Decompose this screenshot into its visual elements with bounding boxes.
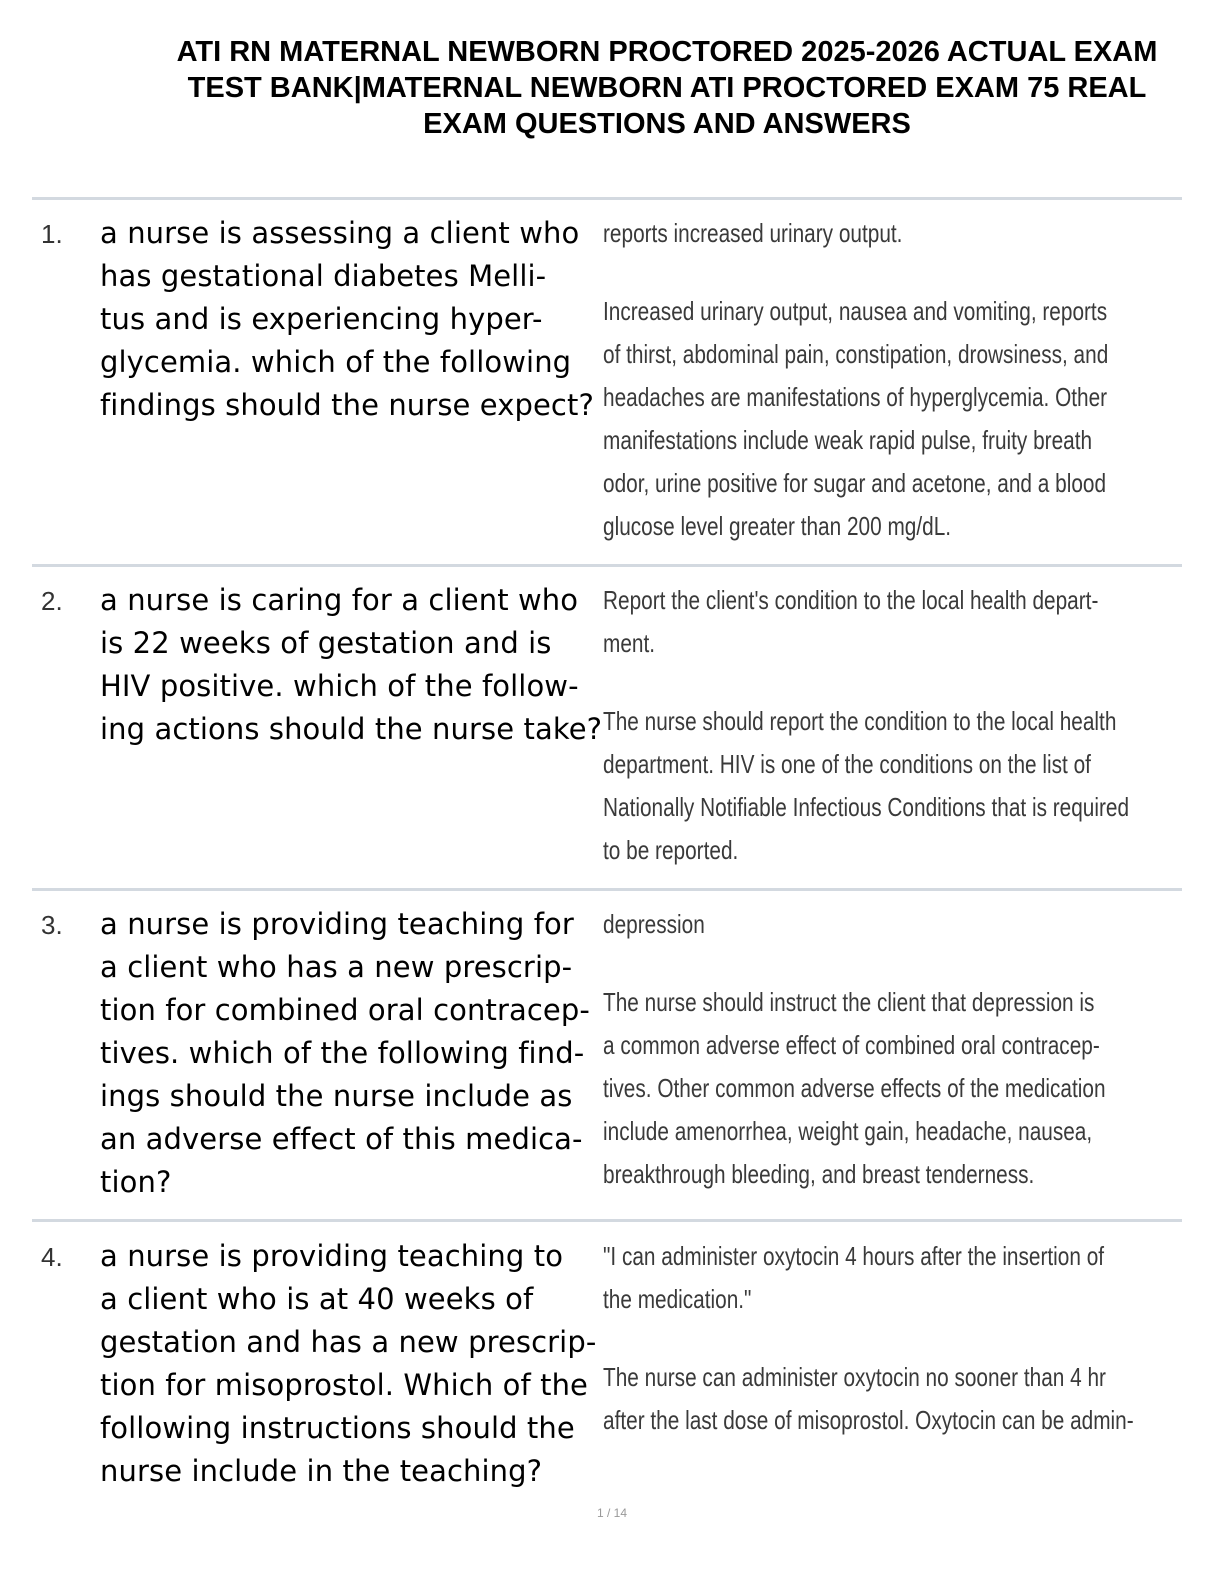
- title-line: EXAM QUESTIONS AND ANSWERS: [423, 108, 911, 140]
- question-line: tion for misoprostol. Which of the: [100, 1368, 588, 1402]
- question-text: [100, 1235, 602, 1493]
- question-text: [100, 903, 602, 1204]
- rationale-line: include amenorrhea, weight gain, headache, nausea,: [603, 1116, 1093, 1146]
- question-line: a client who has a new prescrip-: [100, 950, 573, 984]
- question-line: a nurse is providing teaching for: [100, 907, 574, 941]
- question-number: 2.: [41, 586, 63, 616]
- question-line: findings should the nurse expect?: [100, 388, 594, 422]
- question-line: a client who is at 40 weeks of: [100, 1282, 534, 1316]
- divider: [32, 564, 1182, 567]
- answer-line: the medication.": [603, 1284, 752, 1314]
- rationale-line: tives. Other common adverse effects of the medication: [603, 1073, 1106, 1103]
- divider: [32, 888, 1182, 891]
- rationale-line: The nurse should report the condition to the local health: [603, 706, 1117, 736]
- answer-line: ment.: [603, 628, 656, 658]
- title-line: ATI RN MATERNAL NEWBORN PROCTORED 2025-2026 ACTUAL EXAM: [176, 36, 1158, 68]
- question-line: tion for combined oral contracep-: [100, 993, 590, 1027]
- rationale-line: headaches are manifestations of hyperglycemia. Other: [603, 382, 1108, 412]
- question-line: glycemia. which of the following: [100, 345, 572, 379]
- question-line: a nurse is providing teaching to: [100, 1239, 564, 1273]
- question-line: a nurse is caring for a client who: [100, 583, 579, 617]
- rationale-line: department. HIV is one of the conditions on the list of: [603, 749, 1091, 779]
- divider: [32, 197, 1182, 200]
- rationale-line: after the last dose of misoprostol. Oxytocin can be admin-: [603, 1405, 1134, 1435]
- question-text: [100, 579, 602, 751]
- document-title: [112, 34, 1222, 142]
- rationale-line: a common adverse effect of combined oral contracep-: [603, 1030, 1100, 1060]
- answer-column: [603, 903, 1178, 1196]
- answer-column: [603, 212, 1178, 548]
- rationale-line: of thirst, abdominal pain, constipation, drowsiness, and: [603, 339, 1109, 369]
- answer-column: [603, 1235, 1178, 1442]
- answer-line: "I can administer oxytocin 4 hours after the insertion of: [603, 1241, 1105, 1271]
- title-line: TEST BANK|MATERNAL NEWBORN ATI PROCTORED EXAM 75 REAL: [187, 72, 1147, 104]
- question-line: is 22 weeks of gestation and is: [100, 626, 552, 660]
- question-line: a nurse is assessing a client who: [100, 216, 580, 250]
- rationale-line: odor, urine positive for sugar and acetone, and a blood: [603, 468, 1107, 498]
- rationale-line: The nurse can administer oxytocin no sooner than 4 hr: [603, 1362, 1106, 1392]
- rationale-line: Nationally Notifiable Infectious Conditions that is required: [603, 792, 1130, 822]
- rationale-line: breakthrough bleeding, and breast tenderness.: [603, 1159, 1035, 1189]
- divider: [32, 1219, 1182, 1222]
- rationale-line: Increased urinary output, nausea and vomiting, reports: [603, 296, 1108, 326]
- page-number: 1 / 14: [596, 1506, 628, 1520]
- rationale-line: The nurse should instruct the client that depression is: [603, 987, 1095, 1017]
- question-line: nurse include in the teaching?: [100, 1454, 543, 1488]
- question-line: tion?: [100, 1165, 172, 1199]
- question-number: 4.: [41, 1242, 63, 1272]
- question-number: 3.: [41, 910, 63, 940]
- answer-line: depression: [603, 909, 705, 939]
- question-line: an adverse effect of this medica-: [100, 1122, 583, 1156]
- answer-line: Report the client's condition to the local health depart-: [603, 585, 1099, 615]
- question-line: tus and is experiencing hyper-: [100, 302, 543, 336]
- question-text: [100, 212, 602, 427]
- question-line: has gestational diabetes Melli-: [100, 259, 547, 293]
- question-line: following instructions should the: [100, 1411, 575, 1445]
- answer-column: [603, 579, 1178, 872]
- question-number: 1.: [41, 219, 63, 249]
- answer-line: reports increased urinary output.: [603, 218, 903, 248]
- rationale-line: to be reported.: [603, 835, 739, 865]
- rationale-line: glucose level greater than 200 mg/dL.: [603, 511, 952, 541]
- question-line: HIV positive. which of the follow-: [100, 669, 579, 703]
- question-line: ing actions should the nurse take?: [100, 712, 603, 746]
- question-line: tives. which of the following find-: [100, 1036, 585, 1070]
- question-line: ings should the nurse include as: [100, 1079, 573, 1113]
- question-line: gestation and has a new prescrip-: [100, 1325, 597, 1359]
- rationale-line: manifestations include weak rapid pulse, fruity breath: [603, 425, 1093, 455]
